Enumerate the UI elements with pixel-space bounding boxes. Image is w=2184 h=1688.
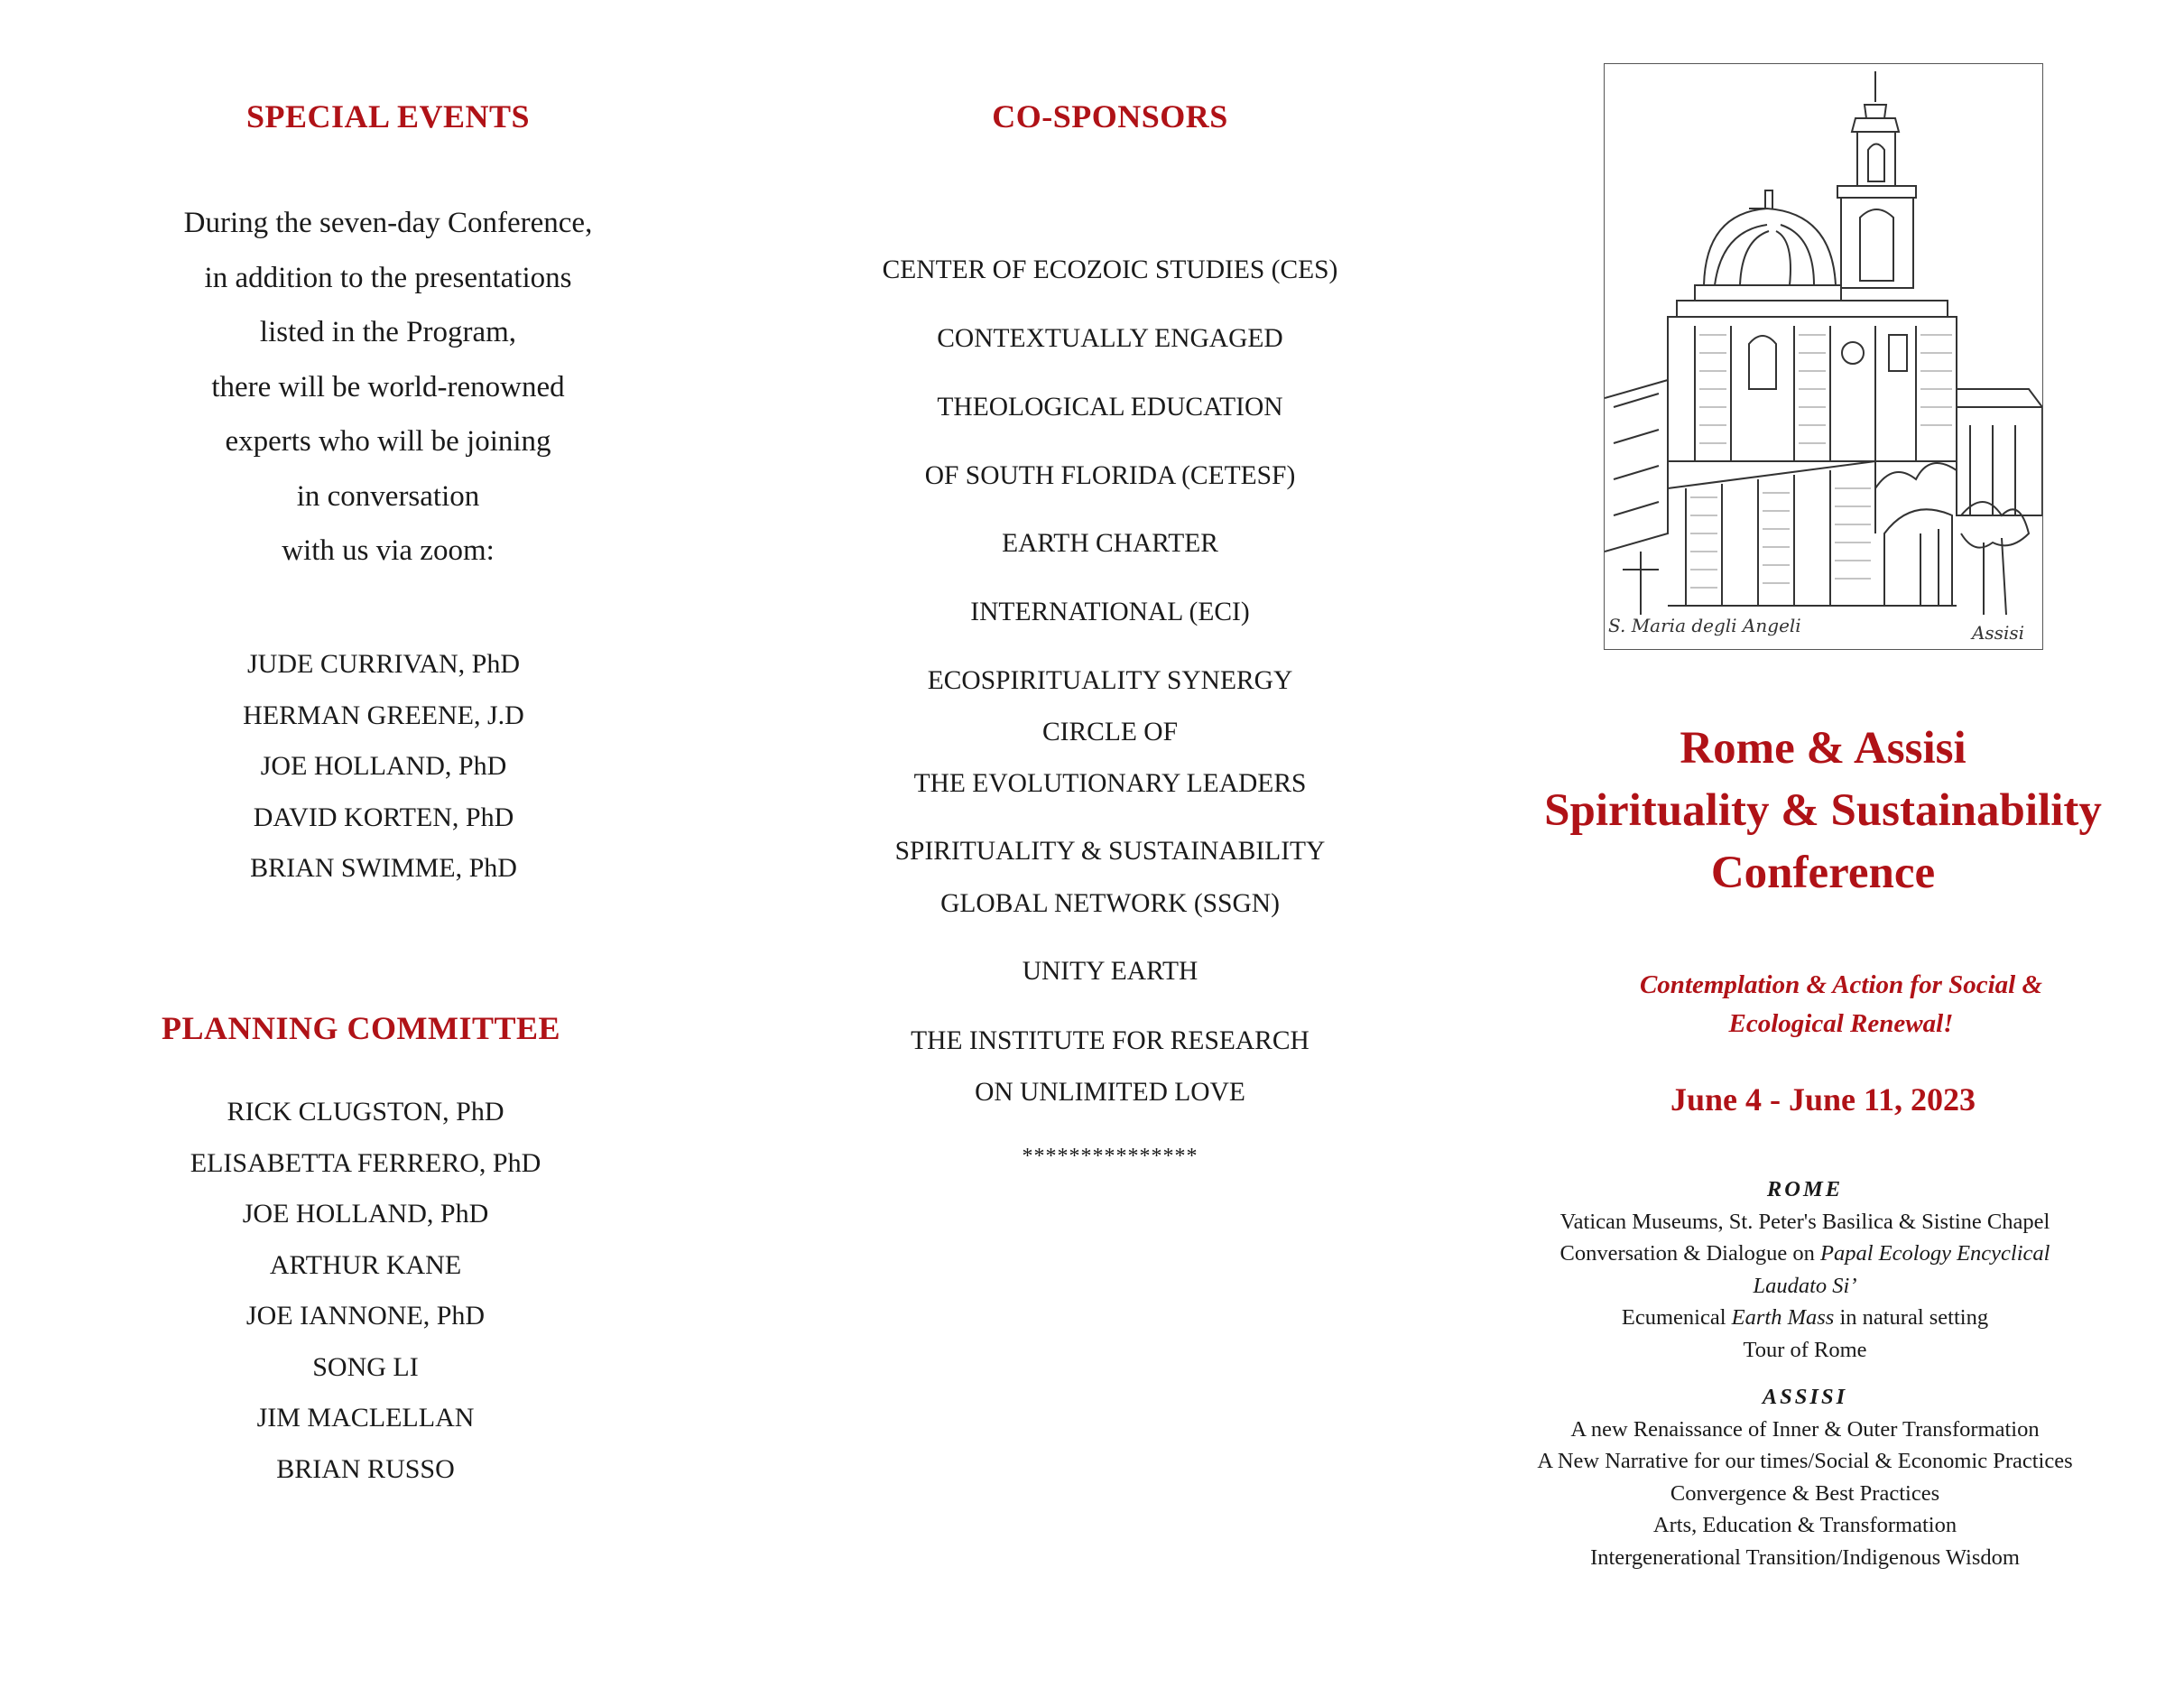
intro-line: there will be world-renowned (211, 370, 565, 403)
tagline-line: Contemplation & Action for Social & (1639, 970, 2043, 999)
co-sponsors-section (857, 0, 1363, 1173)
intro-line: experts who will be joining (225, 425, 551, 458)
intro-line: with us via zoom: (282, 534, 495, 567)
sketch-caption-left: S. Maria degli Angeli (1608, 615, 1801, 636)
intro-line: in addition to the presentations (204, 261, 572, 294)
committee-member: JOE HOLLAND, PhD (242, 1199, 489, 1229)
rome-item-text: Ecumenical (1621, 1305, 1732, 1330)
rome-item (1444, 1238, 2166, 1270)
special-events-heading: SPECIAL EVENTS (245, 98, 531, 134)
rome-schedule (1444, 1173, 2166, 1366)
sponsor-line: THE INSTITUTE FOR RESEARCH (911, 1026, 1309, 1055)
sponsor-line: ON UNLIMITED LOVE (975, 1078, 1245, 1107)
tagline-line: Ecological Renewal! (1728, 1009, 1954, 1038)
co-sponsors-heading: CO-SPONSORS (992, 98, 1228, 134)
sponsor-line: ECOSPIRITUALITY SYNERGY (927, 666, 1293, 695)
sponsor-line: OF SOUTH FLORIDA (CETESF) (924, 461, 1296, 490)
assisi-item: A new Renaissance of Inner & Outer Transformation (1570, 1416, 2040, 1442)
sketch-caption (1608, 607, 2035, 644)
committee-member: BRIAN RUSSO (276, 1453, 455, 1484)
sponsor-line: CONTEXTUALLY ENGAGED (937, 324, 1283, 353)
planning-committee-heading: PLANNING COMMITTEE (161, 1010, 561, 1046)
special-events-section (126, 97, 650, 579)
sponsor-line: SPIRITUALITY & SUSTAINABILITY (894, 837, 1326, 866)
committee-member: JIM MACLELLAN (256, 1403, 475, 1433)
speaker-name: HERMAN GREENE, J.D (243, 700, 524, 730)
sponsor-line: THEOLOGICAL EDUCATION (937, 393, 1283, 422)
sponsor-line: THE EVOLUTIONARY LEADERS (913, 769, 1307, 798)
conference-title (1480, 718, 2166, 904)
sponsor-line: INTERNATIONAL (ECI) (970, 598, 1250, 626)
speakers-list (126, 639, 641, 895)
committee-member: ARTHUR KANE (269, 1249, 462, 1280)
rome-heading: ROME (1766, 1177, 1844, 1201)
sponsor-line: CIRCLE OF (1042, 718, 1178, 747)
committee-member: SONG LI (312, 1351, 419, 1382)
committee-member: JOE IANNONE, PhD (245, 1301, 486, 1331)
assisi-item: A New Narrative for our times/Social & Economic Practices (1537, 1449, 2073, 1473)
rome-item: Laudato Si’ (1753, 1273, 1857, 1298)
special-events-intro (126, 196, 650, 579)
sponsor-line: *************** (1022, 1145, 1198, 1168)
sponsor-line: GLOBAL NETWORK (SSGN) (940, 889, 1280, 918)
assisi-item: Convergence & Best Practices (1670, 1480, 1940, 1506)
church-sketch (1604, 63, 2043, 650)
rome-item-italic: Earth Mass (1731, 1305, 1835, 1330)
assisi-item: Intergenerational Transition/Indigenous Wisdom (1590, 1544, 2020, 1570)
speaker-name: DAVID KORTEN, PhD (253, 802, 514, 832)
intro-line: During the seven-day Conference, (183, 207, 593, 239)
rome-item-text: Conversation & Dialogue on (1559, 1241, 1821, 1266)
sketch-caption-right: Assisi (1971, 622, 2024, 644)
speaker-name: BRIAN SWIMME, PhD (250, 853, 517, 883)
committee-list (104, 1087, 627, 1495)
sponsor-line: CENTER OF ECOZOIC STUDIES (CES) (882, 255, 1338, 284)
committee-member: ELISABETTA FERRERO, PhD (190, 1147, 541, 1178)
committee-member: RICK CLUGSTON, PhD (227, 1097, 504, 1127)
rome-item-italic: Papal Ecology Encyclical (1820, 1241, 2050, 1266)
assisi-heading: ASSISI (1762, 1385, 1848, 1409)
assisi-schedule (1444, 1381, 2166, 1573)
title-line: Conference (1710, 848, 1936, 898)
speaker-name: JOE HOLLAND, PhD (260, 751, 507, 781)
church-illustration (1605, 64, 2043, 650)
sponsor-line: EARTH CHARTER (1002, 529, 1218, 558)
rome-item: Tour of Rome (1743, 1337, 1867, 1362)
planning-committee-section (99, 1009, 623, 1054)
title-line: Rome & Assisi (1680, 723, 1967, 774)
assisi-item: Arts, Education & Transformation (1652, 1513, 1957, 1537)
conference-dates: June 4 - June 11, 2023 (1670, 1081, 1976, 1118)
rome-item: Vatican Museums, St. Peter's Basilica & Sistine Chapel (1559, 1209, 2050, 1234)
intro-line: in conversation (296, 479, 480, 513)
speaker-name: JUDE CURRIVAN, PhD (247, 649, 520, 679)
sponsor-line: UNITY EARTH (1022, 957, 1198, 986)
conference-tagline (1552, 966, 2130, 1043)
rome-item-text: in natural setting (1834, 1305, 1989, 1330)
intro-line: listed in the Program, (259, 316, 517, 348)
title-line: Spirituality & Sustainability (1544, 785, 2102, 836)
rome-item (1444, 1302, 2166, 1334)
